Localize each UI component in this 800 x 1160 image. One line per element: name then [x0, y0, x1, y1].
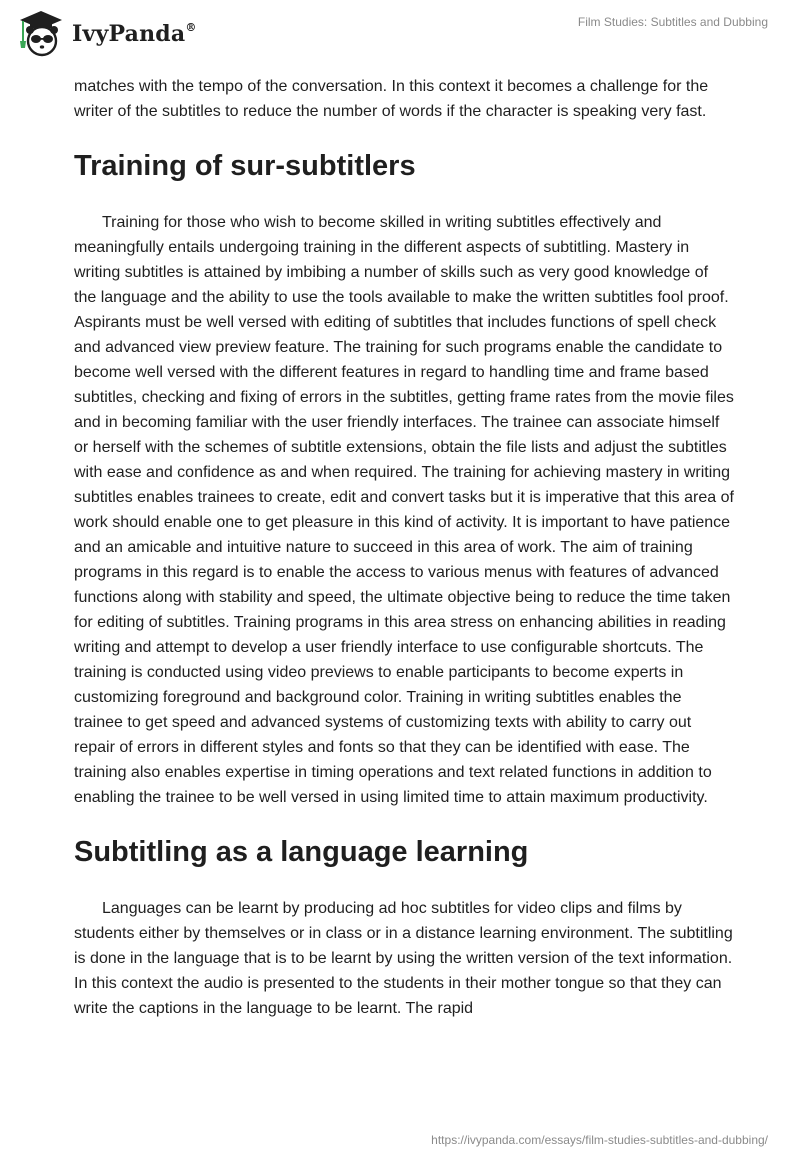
intro-paragraph: matches with the tempo of the conversation. In this context it becomes a challenge for the writer of the subtitles to reduce the number of words if the character is speaking very fast. [74, 78, 709, 120]
brand-name: IvyPanda® [72, 20, 197, 47]
page-header [0, 0, 800, 70]
graduation-cap-panda-icon [16, 8, 66, 58]
section-paragraph-language-learning: Languages can be learnt by producing ad hoc subtitles for video clips and films by students either by themselves or in class or in a distance learning environment. The subtitling is done in the language that is to be learnt by using the written version of the text information. In this context the audio is presented to the students in their mother tongue so that they can write the captions in the language to be learnt. The rapid [74, 900, 733, 1017]
article-body [74, 74, 734, 1021]
section-paragraph-training: Training for those who wish to become skilled in writing subtitles effectively and meaningfully entails undergoing training in the different aspects of subtitling. Mastery in writing subtitles is attained by imbibing a number of skills such as very good knowledge of the language and the ability to use the tools available to make the written subtitles fool proof. Aspirants must be well versed with editing of subtitles that includes functions of spell check and advanced view preview feature. The training for such programs enable the candidate to become well versed with the different features in regard to handling time and frame based subtitles, checking and fixing of errors in the subtitles, getting frame rates from the movie files and in becoming familiar with the user friendly interfaces. The trainee can associate himself or herself with the schemes of subtitle extensions, obtain the file lists and adjust the subtitles with ease and confidence as and when required. The training for achieving mastery in writing subtitles enables trainees to create, edit and convert tasks but it is imperative that this area of work should enable one to get pleasure in this kind of activity. It is important to have patience and an amicable and intuitive nature to succeed in this area of work. The aim of training programs in this regard is to enable the access to various menus with features of advanced functions along with stability and speed, the ultimate objective being to reduce the time taken for editing of subtitles. Training programs in this area stress on enhancing abilities in reading writing and attempt to develop a user friendly interface to use configurable shortcuts. The training is conducted using video previews to enable participants to become experts in customizing foreground and background color. Training in writing subtitles enables the trainee to get speed and advanced systems of customizing texts with ability to carry out repair of errors in different styles and fonts so that they can be identified with ease. The training also enables expertise in timing operations and text related functions in addition to enabling the trainee to be well versed in using limited time to attain maximum productivity. [74, 214, 734, 806]
section-heading-language-learning: Subtitling as a language learning [74, 836, 529, 868]
section-heading-training: Training of sur-subtitlers [74, 150, 416, 182]
page-title: Film Studies: Subtitles and Dubbing [577, 15, 768, 29]
brand-logo-link[interactable] [16, 8, 197, 58]
source-url-link[interactable]: https://ivypanda.com/essays/film-studies-subtitles-and-dubbing/ [431, 1133, 768, 1147]
